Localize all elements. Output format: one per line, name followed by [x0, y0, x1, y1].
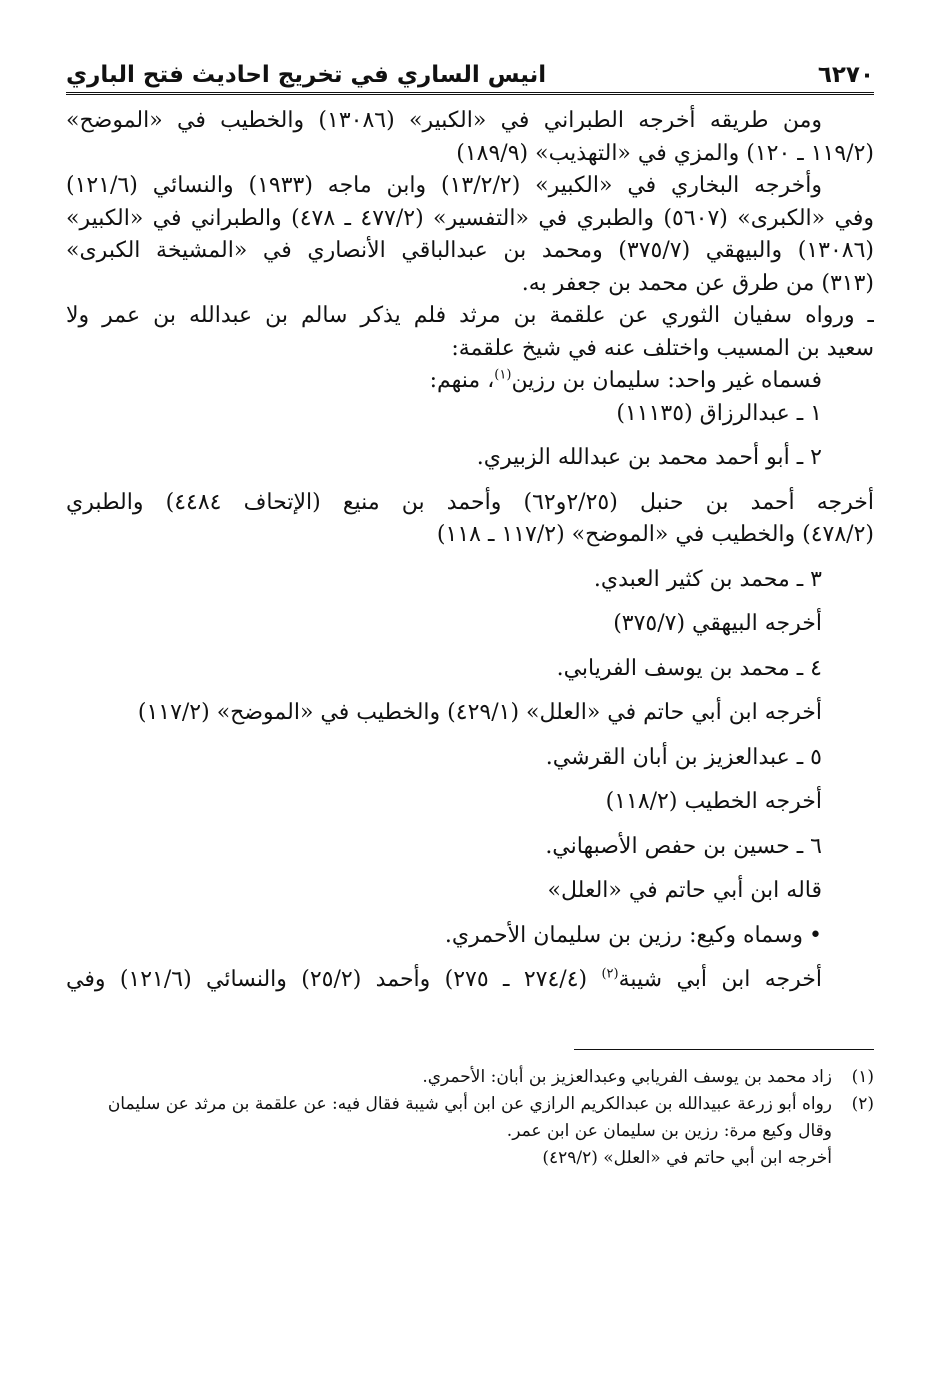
footnote-text: زاد محمد بن يوسف الفريابي وعبدالعزيز بن أبان: الأحمري.: [422, 1066, 832, 1087]
text-segment: أخرجه ابن أبي شيبة: [618, 967, 822, 992]
footnote-text: رواه أبو زرعة عبيدالله بن عبدالكريم الرازي عن ابن أبي شيبة فقال فيه: عن علقمة بن مرثد عن سليمان: [107, 1093, 832, 1114]
list-item: ٢ ـ أبو أحمد محمد بن عبدالله الزبيري.: [476, 445, 822, 470]
text-line: قاله ابن أبي حاتم في «العلل»: [547, 878, 822, 903]
text-line: أخرجه ابن أبي حاتم في «العلل» (٤٢٩/١) والخطيب في «الموضح» (١١٧/٢): [137, 700, 822, 725]
footnotes: [66, 1064, 874, 1172]
main-text: [66, 105, 874, 997]
footnote-separator: [574, 1049, 874, 1050]
list-item: ١ ـ عبدالرزاق (١١١٣٥): [616, 400, 822, 426]
header-rule: [66, 92, 874, 95]
text-segment: فسماه غير واحد: سليمان بن رزين: [511, 368, 822, 393]
page-number: ٦٢٧٠: [817, 62, 874, 88]
footnote-number: (٢): [851, 1093, 874, 1114]
footnote: [66, 1091, 874, 1118]
footnote-continuation: وقال وكيع مرة: رزين بن سليمان عن ابن عمر.: [506, 1120, 832, 1141]
footnote: [66, 1064, 874, 1091]
text-line: أخرجه الخطيب (١١٨/٢): [605, 789, 822, 814]
list-item: ٣ ـ محمد بن كثير العبدي.: [593, 566, 822, 592]
text-segment: ، منهم:: [429, 368, 495, 393]
footnote-number: (١): [851, 1066, 874, 1087]
list-item: ٤ ـ محمد بن يوسف الفريابي.: [556, 655, 822, 681]
text-line: (١١٩/٢ ـ ١٢٠) والمزي في «التهذيب» (١٨٩/٩): [456, 140, 874, 166]
text-line: (٤٧٨/٢) والخطيب في «الموضح» (١١٧/٢ ـ ١١٨): [436, 522, 874, 547]
text-line: ـ ورواه سفيان الثوري عن علقمة بن مرثد فلم يذكر سالم بن عبدالله بن عمر ولا: [66, 303, 874, 328]
text-line: (٣١٣) من طرق عن محمد بن جعفر به.: [521, 270, 874, 296]
text-segment: وسماه وكيع: رزين بن سليمان الأحمري.: [444, 922, 804, 948]
text-line: أخرجه أحمد بن حنبل (٢/٢٥و٦٢) وأحمد بن منيع (الإتحاف ٤٤٨٤) والطبري: [66, 489, 874, 515]
bullet-icon: •: [809, 922, 822, 948]
text-line: سعيد بن المسيب واختلف عنه في شيخ علقمة:: [451, 335, 874, 361]
footnote-continuation: أخرجه ابن أبي حاتم في «العلل» (٤٢٩/٢): [542, 1147, 832, 1168]
text-segment: (٢٧٤/٤ ـ ٢٧٥) وأحمد (٢٥/٢) والنسائي (١٢١/٦) وفي: [66, 967, 602, 992]
text-line: أخرجه البيهقي (٣٧٥/٧): [613, 611, 822, 636]
footnote-ref[interactable]: (١): [494, 367, 512, 383]
list-item: ٦ ـ حسين بن حفص الأصبهاني.: [545, 833, 822, 859]
text-line: [66, 365, 874, 398]
footnote-ref[interactable]: (٢): [601, 966, 619, 982]
text-line: ومن طريقه أخرجه الطبراني في «الكبير» (١٣٠٨٦) والخطيب في «الموضح»: [66, 108, 822, 133]
text-line: [66, 920, 874, 953]
text-line: (١٣٠٨٦) والبيهقي (٣٧٥/٧) ومحمد بن عبدالباقي الأنصاري في «المشيخة الكبرى»: [66, 238, 874, 263]
text-line: وأخرجه البخاري في «الكبير» (١٣/٢/٢) وابن ماجه (١٩٣٣) والنسائي (١٢١/٦): [66, 173, 822, 198]
list-item: ٥ ـ عبدالعزيز بن أبان القرشي.: [545, 744, 822, 770]
text-line: وفي «الكبرى» (٥٦٠٧) والطبري في «التفسير» (٤٧٧/٢ ـ ٤٧٨) والطبراني في «الكبير»: [66, 205, 874, 231]
running-header: [66, 50, 874, 88]
book-title: انيس الساري في تخريج احاديث فتح الباري: [66, 62, 547, 88]
text-line: [66, 964, 874, 997]
